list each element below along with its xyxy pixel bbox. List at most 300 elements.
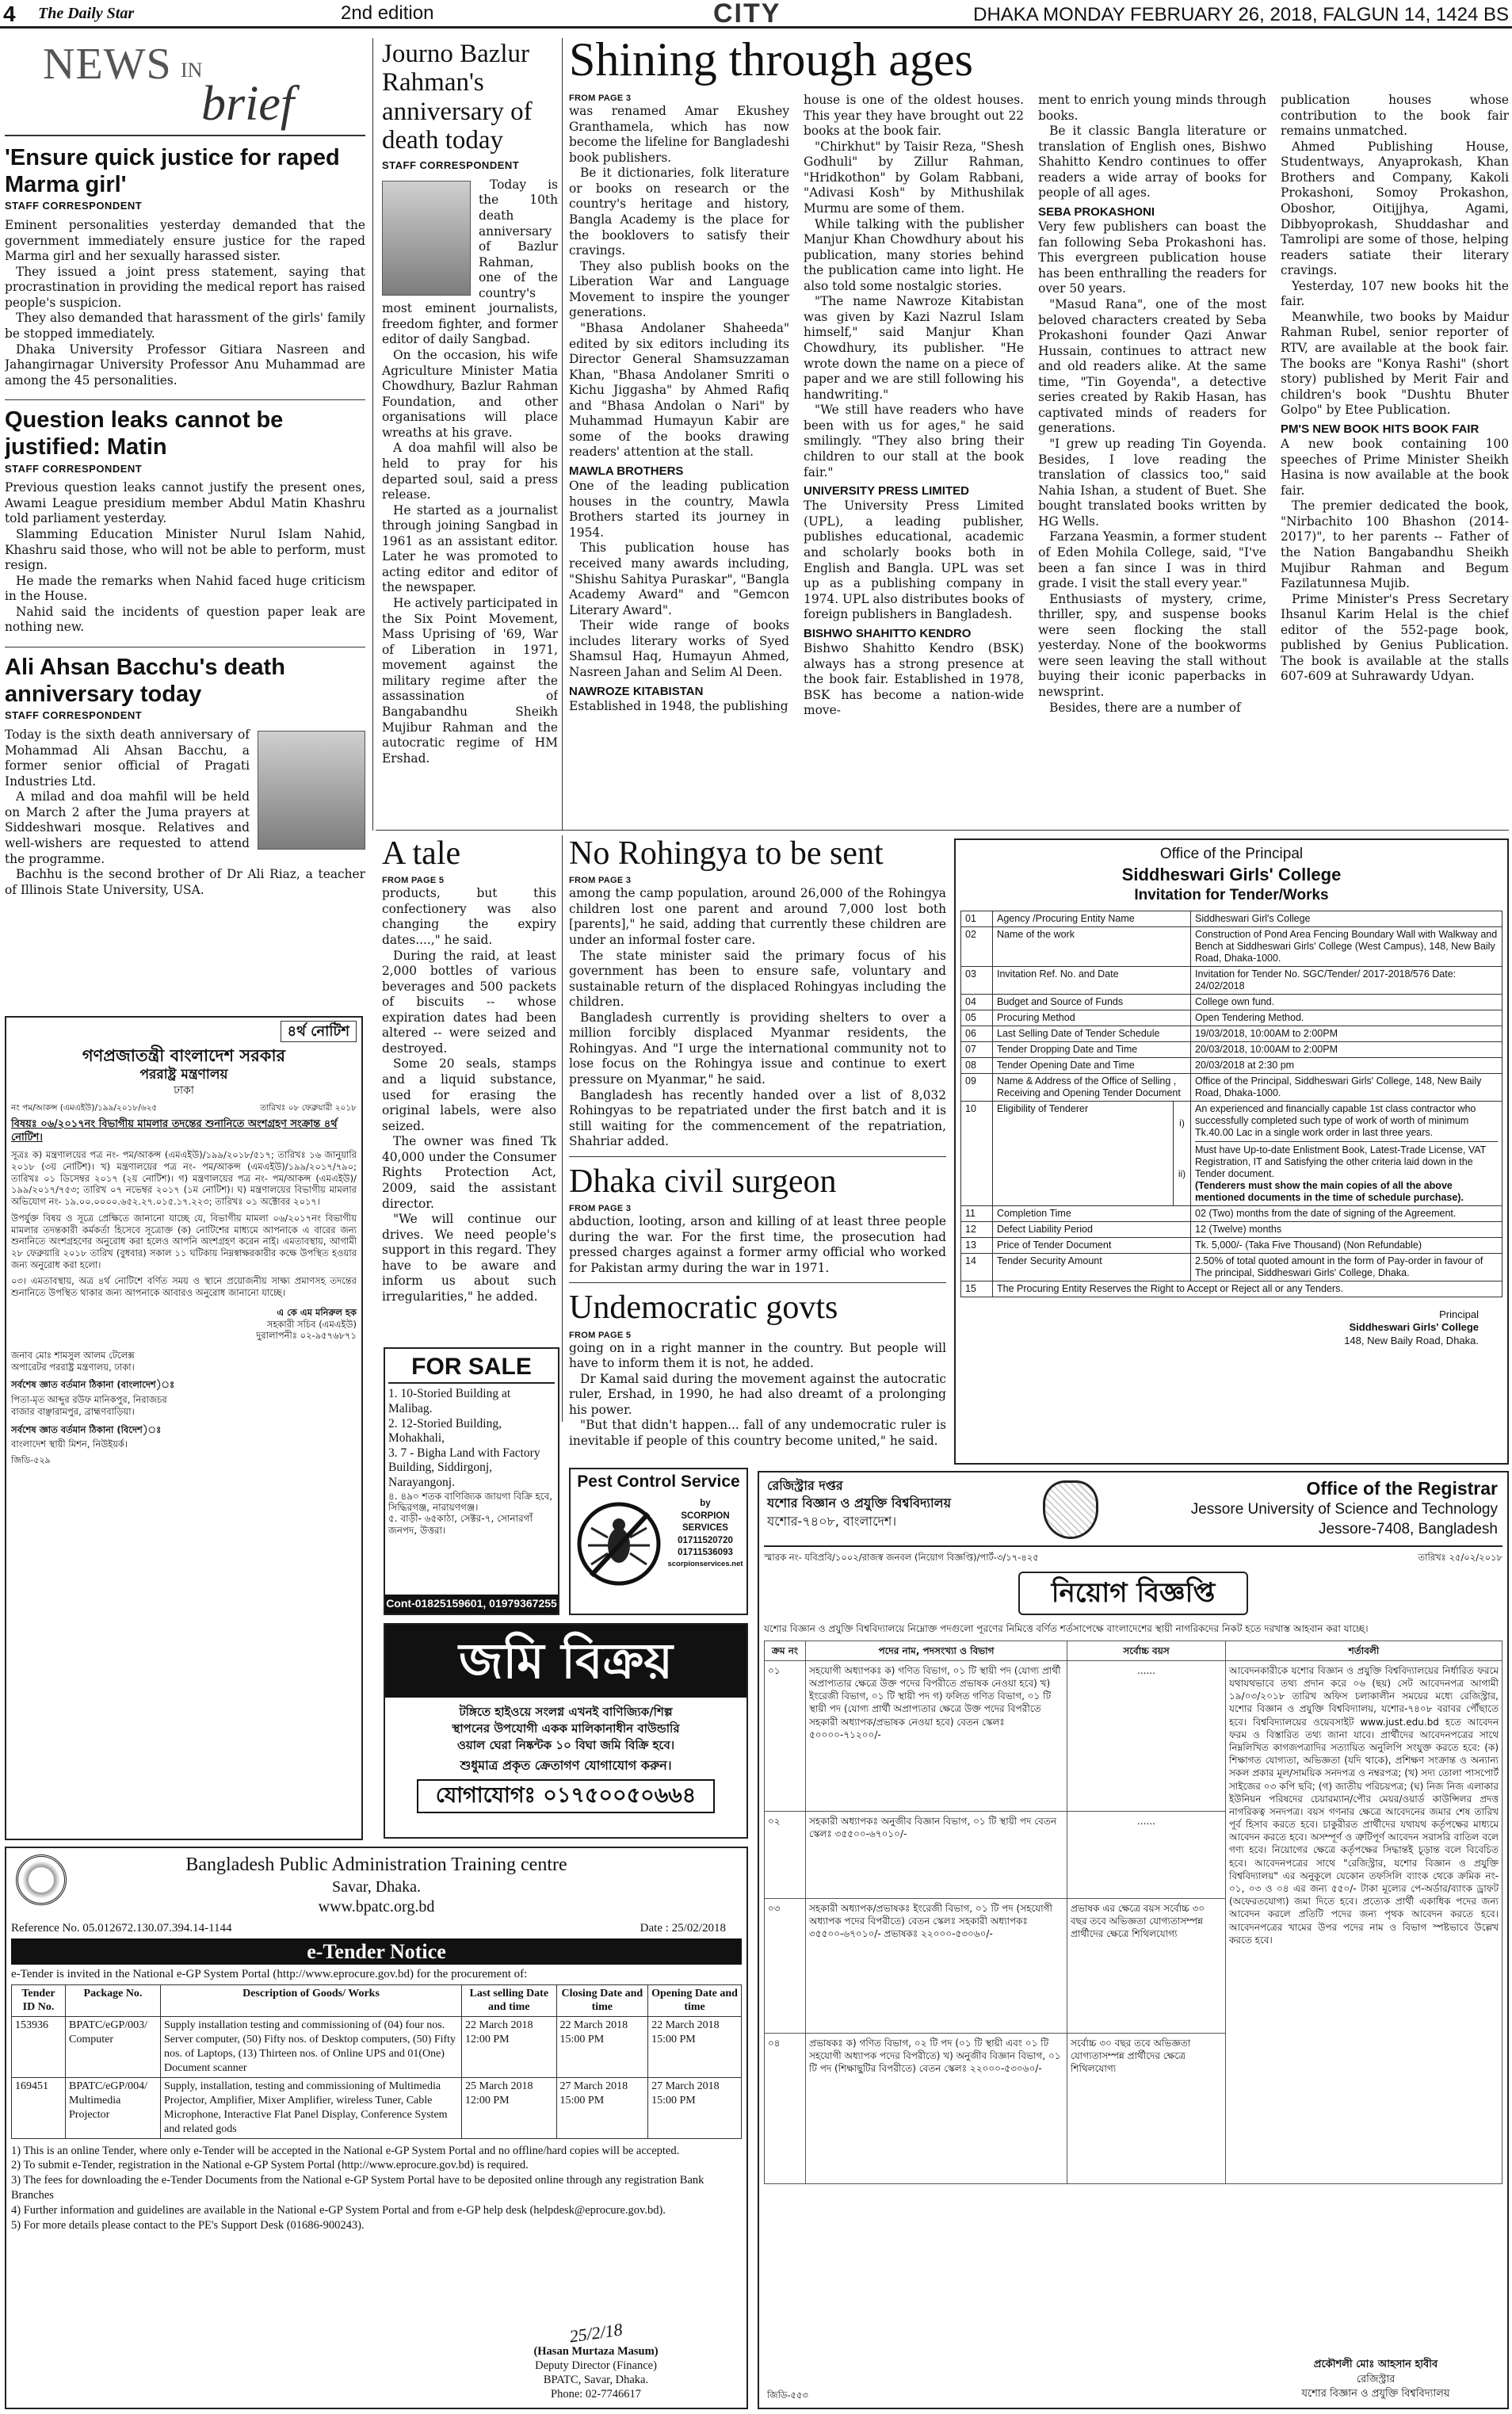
paragraph: A new book containing 100 speeches of Prime Minister Sheikh Hasina is now available at the book fair. <box>1281 437 1509 498</box>
paragraph: A doa mahfil will also be held to pray for his departed soul, said a press release. <box>382 441 558 502</box>
column-header: Opening Date and time <box>648 1984 742 2017</box>
table-row <box>961 1281 1502 1297</box>
table-row <box>961 1101 1502 1205</box>
paragraph: He made the remarks when Nahid faced huge criticism in the House. <box>5 573 365 604</box>
column-header: শর্তাবলী <box>1226 1641 1502 1660</box>
paragraph: The owner was fined Tk 40,000 under the Consumer Rights Protection Act, 2009, said the assistant director. <box>382 1134 556 1211</box>
tender-office: Office of the Principal <box>1159 846 1304 862</box>
paragraph: They also demanded that harassment of the girls' family be stopped immediately. <box>5 311 365 341</box>
kicker: FROM PAGE 3 <box>569 94 632 103</box>
signatory-org: Siddheswari Girls' College <box>1349 1321 1479 1334</box>
table-cell: 11 <box>961 1205 993 1221</box>
story-column <box>1281 93 1509 719</box>
table-cell: Siddheswari Girl's College <box>1191 911 1502 926</box>
table-cell: 169451 <box>12 2077 66 2138</box>
paragraph: Prime Minister's Press Secretary Ihsanul Karim Helal is the chief editor of the 552-page book, published by Genius Publication. The book is available at the stalls 607-609 at Suhrawardy Udyan. <box>1281 591 1509 684</box>
table-cell: 10 <box>961 1101 993 1205</box>
table-row <box>961 1010 1502 1026</box>
paragraph: Slamming Education Minister Nurul Islam Nahid, Khashru said those, who will not be able to perform, must resign. <box>5 527 365 573</box>
ad-line: শুধুমাত্র প্রকৃত ক্রেতাগণ যোগাযোগ করুন। <box>460 1758 672 1773</box>
table-cell: Completion Time <box>993 1205 1191 1221</box>
recruitment-title: নিয়োগ বিজ্ঞপ্তি <box>1018 1572 1249 1616</box>
tender-title: Invitation for Tender/Works <box>1134 887 1329 904</box>
paragraph: Their wide range of books includes literary works of Syed Shamsul Haq, Humayun Ahmed, Nasreen Jahan and Selim Al Deen. <box>569 618 790 679</box>
table-cell: Agency /Procuring Entity Name <box>993 911 1191 926</box>
table-cell: সহযোগী অধ্যাপকঃ ক) গণিত বিভাগ, ০১ টি স্থায়ী পদ (যোগ্য প্রার্থী অপ্রাপ্যতার ক্ষেত্রে উক্ত পদের বিপরীতে প্রভাষক নেওয়া হবে) খ) ইংরেজী বিভাগ, ০১ টি স্থায়ী পদ গ) ফলিত গণিত বিভাগ, ০১ টি স্থায়ী পদ (যোগ্য প্রার্থী অপ্রাপ্যতার ক্ষেত্রে উক্ত পদের বিপরীতে সহকারী অধ্যাপক/প্রভাষক নেওয়া হবে) বেতন স্কেলঃ ৫০০০০-৭১২০০/- <box>806 1660 1067 1811</box>
table-cell: 22 March 2018 15:00 PM <box>648 2017 742 2078</box>
table-cell: Budget and Source of Funds <box>993 994 1191 1010</box>
table-row <box>765 1660 1502 1811</box>
table-cell: 19/03/2018, 10:00AM to 2:00PM <box>1191 1026 1502 1041</box>
notice-ministry: পররাষ্ট্র মন্ত্রণালয় <box>139 1066 228 1083</box>
brief-mast-news: NEWS <box>43 40 172 89</box>
paragraph: "Masud Rana", one of the most beloved characters created by Seba Prokashoni founder Qazi Anwar Hussain, continues to attract new and old readers alike. At the same time, "Tin Goyenda", a detective series created by Rakib Hasan, has captivated minds of readers for generations. <box>1038 296 1267 436</box>
table-cell <box>1191 1101 1502 1205</box>
reference-number: Reference No. 05.012672.130.07.394.14-1144 <box>11 1921 232 1935</box>
table-cell: 08 <box>961 1057 993 1073</box>
portrait-photo <box>258 731 365 850</box>
paragraph: Dr Kamal said during the movement against the autocratic ruler, Ershad, in 1990, he had also dreamt of a prolonging his power. <box>569 1371 946 1417</box>
section-rule <box>376 830 1509 831</box>
table-header <box>12 1984 742 2017</box>
tender-notice-siddheswari <box>954 838 1509 1465</box>
signatory-title: Principal <box>1439 1308 1479 1320</box>
list-item: 1. 10-Storied Building at Malibag. <box>388 1387 511 1415</box>
paragraph: going on in a right manner in the country. But people will have to inform them it is not, he added. <box>569 1340 946 1371</box>
subhead: SEBA PROKASHONI <box>1038 204 1155 219</box>
tale-story <box>382 835 556 1343</box>
brief-mast-brief: brief <box>201 77 295 131</box>
table-cell: 04 <box>961 994 993 1010</box>
table-cell: সর্বোচ্চ ৩০ বছর তবে অভিজ্ঞতা যোগ্যতাসম্পন্ন প্রার্থীদের ক্ষেত্রে শিথিলযোগ্য <box>1067 2033 1226 2183</box>
ad-title: Pest Control Service <box>577 1472 740 1491</box>
paragraph: house is one of the oldest houses. This year they have brought out 22 books at the book fair. <box>804 93 1025 139</box>
table-cell: 12 (Twelve) months <box>1191 1221 1502 1237</box>
paragraph: On the occasion, his wife Agriculture Minister Matia Chowdhury, Bazlur Rahman Foundation, and other organisations will place wreaths at his grave. <box>382 348 558 440</box>
signatory-org: BPATC, Savar, Dhaka. <box>543 2373 649 2386</box>
subhead: BISHWO SHAHITTO KENDRO <box>804 626 972 640</box>
ad-contact: Cont-01825159601, 01979367255 <box>385 1595 558 1614</box>
table-cell: Name & Address of the Office of Selling , Receiving and Opening Tender Document <box>993 1073 1191 1101</box>
ad-text: by <box>700 1499 711 1508</box>
paragraph: The premier dedicated the book, "Nirbachito 100 Bhashon (2014-2017)", to her parents -- Father of the Nation Bangabandhu Sheikh Mujibur Rahman and Begum Fazilatunnesa Mujib. <box>1281 498 1509 591</box>
paragraph: "Chirkhut" by Taisir Reza, "Shesh Godhuli" by Zillur Rahman, "Hridkothon" by Golam Rabbani, "Adivasi Kosh" by Mithushilak Murmu are some of them. <box>804 139 1025 216</box>
column-header: ক্রম নং <box>765 1641 806 1660</box>
phone-number: 01711536093 <box>678 1548 733 1558</box>
notice-date: Date : 25/02/2018 <box>640 1921 726 1935</box>
story-column <box>1038 93 1266 719</box>
note: 4) Further information and guidelines are available in the National e-GP System Portal and from e-GP help desk (helpdesk@eprocure.gov.bd). <box>11 2203 666 2217</box>
signatory-org: যশোর বিজ্ঞান ও প্রযুক্তি বিশ্ববিদ্যালয় <box>1301 2387 1450 2400</box>
table-row <box>12 2017 742 2078</box>
column-header: সর্বোচ্চ বয়স <box>1067 1641 1226 1660</box>
notice-references: সূত্রঃ ক) মন্ত্রণালয়ের পত্র নং- পম/আকন্স (এমএইউ)/১৯৯/২০১৮/৫১৭; তারিখঃ ১৬ জানুয়ারি ২০১৮ (৩য় নোটিশ)। খ) মন্ত্রণালয়ের পত্র নং- পম/আকন্স (এমএইউ)/১৯৯/২০১৭/৭৯০; তারিখঃ ০১ ডিসেম্বর ২০১৭ (২য় নোটিশ)। গ) মন্ত্রণালয়ের পত্র নং- পম/আকন্স (এমএইউ)/১৯৯/২০১৭/৭৫৩; তারিখ ০৭ নভেম্বর ২০১৭ (১ম নোটিশ)। ঘ) মন্ত্রণালয়ের বিভাগীয় মামলার অভিযোগ নং- ১৯.০০.০০০০.৬৫২.২৭.০১৫.১৭.২২৩; তারিখঃ ০১ অক্টোবর ২০১৭। <box>11 1149 357 1208</box>
paragraph: Enthusiasts of mystery, crime, thriller, spy, and suspense books were seen flocking the stall yesterday. None of the bookworms were seen leaving the stall without buying their iconic paperbacks in newsprint. <box>1038 591 1267 699</box>
bpatc-logo <box>16 1854 67 1905</box>
paragraph: Bangladesh has recently handed over a list of 8,032 Rohingyas to be repatriated under the first batch and it is still waiting for the commencement of the repatriation, Shahriar added. <box>569 1087 946 1149</box>
table-cell: BPATC/eGP/003/ Computer <box>66 2017 161 2078</box>
brief-masthead <box>5 36 365 132</box>
paragraph: Eminent personalities yesterday demanded that the government immediately ensure justice for the raped Marma girl and her sexually harassed sister. <box>5 218 365 264</box>
page-number: 4 <box>3 2 16 26</box>
notice-body: উপর্যুক্ত বিষয় ও সূত্রে প্রেক্ষিতে জানানো যাচ্ছে যে, বিভাগীয় মামলা ০৬/২০১৭নং বিভাগীয় মামলার তদন্তকারী কর্মকর্তা হিসেবে সূত্রোক্ত (ক) নোটিশের মাধ্যমে আপনাকে এ বারের জন্য শুনানিতে অংশগ্রহণের অনুরোধ করা হলেও আপনি অংশগ্রহণ করেন নাই। এমতাবস্থায়, আগামী ২৮ ফেব্রুয়ারি ২০১৮ তারিখ (বুধবার) সকাল ১১ ঘটিকায় নিম্নস্বাক্ষরকারীর কক্ষে উপস্থিত হওয়ার জন্য অনুরোধ করা হলো। <box>11 1212 357 1270</box>
brief-rule <box>5 135 365 136</box>
story-headline: Dhaka civil surgeon <box>569 1163 837 1200</box>
org-name: Bangladesh Public Administration Training centre <box>185 1854 567 1875</box>
table-cell: ...... <box>1067 1660 1226 1811</box>
table-header <box>765 1641 1502 1660</box>
paragraph: "We will continue our drives. We need people's support in this regard. They have to be aware and inform us about such irregularities," he added. <box>382 1212 556 1304</box>
paragraph: He actively participated in the Six Point Movement, Mass Uprising of '69, War of Liberation in 1971, movement against the military regime after the assassination of Bangabandhu Sheikh Mujibur Rahman and the autocratic regime of HM Ershad. <box>382 596 558 766</box>
table-row <box>961 994 1502 1010</box>
ad-line: স্থাপনের উপযোগী একক মালিকানাধীন বাউন্ডারি <box>452 1721 680 1736</box>
subhead: MAWLA BROTHERS <box>569 464 684 479</box>
table-cell: 20/03/2018, 10:00AM to 2:00PM <box>1191 1041 1502 1057</box>
bpatc-etender <box>5 1847 748 2409</box>
paragraph: The University Press Limited (UPL), a leading publisher, publishes educational, academic and scholarly books both in English and Bangla. UPL was set up as a publishing company in 1974. UPL also distributes books of foreign publishers in Bangladesh. <box>804 498 1025 622</box>
table-cell: সহকারী অধ্যাপকঃ অনুজীব বিজ্ঞান বিভাগ, ০১ টি স্থায়ী পদ বেতন স্কেলঃ ৩৫৫০০-৬৭০১০/- <box>806 1811 1067 1898</box>
paragraph: While talking with the publisher Manjur Khan Chowdhury about his publication, many stories behind the publication came into light. He also told some nostalgic stories. <box>804 216 1025 293</box>
address-bangladesh: পিতা-মৃত আব্দুর রউফ মানিকপুর, নিরাজচর বাজার বাঞ্ছারামপুর, ব্রাহ্মণবাড়িয়া। <box>11 1394 167 1417</box>
edition-label: 2nd edition <box>341 2 434 24</box>
city-en: Jessore-7408, Bangladesh <box>1318 1520 1498 1537</box>
university-bn: যশোর বিজ্ঞান ও প্রযুক্তি বিশ্ববিদ্যালয় <box>767 1495 952 1511</box>
table-row <box>961 1041 1502 1057</box>
story-headline: Undemocratic govts <box>569 1289 838 1327</box>
story-headline: Journo Bazlur Rahman's anniversary of death today <box>382 40 533 155</box>
table-cell: Tender Dropping Date and Time <box>993 1041 1191 1057</box>
eligibility-i: An experienced and financially capable 1st class contractor who successfully completed such type of work of worth of minimum Tk.40.00 Lac in a single work order in last three years. <box>1195 1102 1476 1138</box>
list-item: 2. 12-Storied Building, Mohakhali, <box>388 1416 502 1446</box>
phone-number: 01711520720 <box>678 1535 733 1545</box>
paragraph: A milad and doa mahfil will be held on March 2 after the Juma prayers at Siddeshwari mosque. Relatives and well-wishers are requested to attend the programme. <box>5 789 250 866</box>
paragraph: products, but this confectionery was also changing the expiry dates....," he said. <box>382 886 556 947</box>
eligibility-ii: Must have Up-to-date Enlistment Book, Latest-Trade License, VAT Registration, IT and Satisfying the other criteria laid down in the Tender document. <box>1195 1141 1498 1180</box>
byline: STAFF CORRESPONDENT <box>5 709 143 722</box>
paragraph: The state minister said the primary focus of his government has been to ensure safe, voluntary and sustainable return of the displaced Rohingyas including the children. <box>569 948 946 1010</box>
table-cell: Invitation for Tender No. SGC/Tender/ 2017-2018/576 Date: 24/02/2018 <box>1191 966 1502 994</box>
table-cell: ০৪ <box>765 2033 806 2183</box>
ad-code: জিডি-৫৫৩ <box>767 2389 808 2401</box>
kicker: FROM PAGE 5 <box>382 876 445 886</box>
signatory-address: 148, New Baily Road, Dhaka. <box>1344 1335 1479 1347</box>
paragraph: Previous question leaks cannot justify the present ones, Awami League presidium member Abdul Matin Khashru told parliament yesterday. <box>5 480 365 526</box>
table-cell: ...... <box>1067 1811 1226 1898</box>
paragraph: "We still have readers who have been with us for ages," he said smilingly. "They also bring their children to our stall at the book fair." <box>804 403 1025 479</box>
signature: 25/2/18 <box>567 2319 624 2347</box>
address-abroad: বাংলাদেশ স্থায়ী মিশন, নিউইয়র্ক। <box>11 1438 128 1450</box>
company-name: SERVICES <box>682 1523 728 1534</box>
column-header: Tender ID No. <box>12 1984 66 2017</box>
news-in-brief <box>5 36 365 1011</box>
list-item: ৫. বাড়ী- ৬৫কাঠা, সেক্টর-৭, সোনারগাঁ জনপদ, উত্তরা। <box>388 1513 533 1536</box>
company-name: SCORPION <box>681 1511 730 1521</box>
signatory-phone: দুরালাপনীঃ ০২-৯৫৭৬৮৭১ <box>256 1330 357 1342</box>
table-row <box>961 1073 1502 1101</box>
paragraph: He started as a journalist through joining Sangbad in 1961 as an assistant editor. Later he was promoted to acting editor and editor of the newspaper. <box>382 502 558 595</box>
etender-table <box>11 1984 742 2139</box>
table-cell: 06 <box>961 1026 993 1041</box>
eligibility-note: (Tenderers must show the main copies of all the above mentioned documents in the time of schedule purchase). <box>1195 1179 1464 1203</box>
etender-intro: e-Tender is invited in the National e-GP System Portal (http://www.eprocure.gov.bd) for the procurement of: <box>11 1968 528 1981</box>
org-city: Savar, Dhaka. <box>332 1877 421 1896</box>
university-en: Jessore University of Science and Technology <box>1190 1501 1498 1518</box>
table-cell: Office of the Principal, Siddheswari Girls' College, 148, New Baily Road, Dhaka-1000. <box>1191 1073 1502 1101</box>
kicker: FROM PAGE 3 <box>569 876 632 886</box>
table-row <box>961 911 1502 926</box>
table-cell: 02 (Two) months from the date of signing of the Agreement. <box>1191 1205 1502 1221</box>
paragraph: Bangladesh currently is providing shelters to over a million forcibly displaced Myanmar residents, the Rohingyas. And "I urge the international community not to lose focus on the Rohingya issue and continue to exert pressure on Myanmar," he said. <box>569 1010 946 1087</box>
address-heading: সর্বশেষ জ্ঞাত বর্তমান ঠিকানা (বিদেশ)ঃ <box>11 1423 162 1435</box>
city-bn: যশোর-৭৪০৮, বাংলাদেশ। <box>767 1513 897 1529</box>
brief-headline: Ali Ahsan Bacchu's death anniversary today <box>5 654 285 708</box>
shining-story <box>569 35 1509 827</box>
page-header <box>0 0 1512 29</box>
paragraph: This publication house has received many awards including, "Shishu Sahitya Puraskar", "Bangla Academy Award" and "Gemcon Literary Award". <box>569 540 790 617</box>
paragraph: Be it dictionaries, folk literature or books on research or the country's heritage and history, Bangla Academy is the place for the booklovers to satisfy their cravings. <box>569 166 790 258</box>
column-rule <box>372 38 373 831</box>
table-cell: 03 <box>961 966 993 994</box>
notice-gov: গণপ্রজাতন্ত্রী বাংলাদেশ সরকার <box>82 1046 286 1066</box>
story-headline: No Rohingya to be sent <box>569 835 884 872</box>
table-row <box>961 1057 1502 1073</box>
paragraph: was renamed Amar Ekushey Granthamela, which has now become the lifeline for Bangladeshi book publishers. <box>569 104 790 165</box>
table-cell: Tk. 5,000/- (Taka Five Thousand) (Non Refundable) <box>1191 1237 1502 1253</box>
table-row <box>961 1253 1502 1281</box>
paragraph: Some 20 seals, stamps and a liquid substance, used for erasing the original labels, were also seized. <box>382 1056 556 1133</box>
notice-label: ৪র্থ নোটিশ <box>281 1021 357 1042</box>
brief-item <box>5 654 365 898</box>
table-cell: 05 <box>961 1010 993 1026</box>
dateline: DHAKA MONDAY FEBRUARY 26, 2018, FALGUN 14, 1424 BS <box>973 4 1509 25</box>
column-header: পদের নাম, পদসংখ্যা ও বিভাগ <box>806 1641 1067 1660</box>
kicker: FROM PAGE 3 <box>569 1204 632 1214</box>
table-cell: 22 March 2018 12:00 PM <box>462 2017 557 2078</box>
byline: STAFF CORRESPONDENT <box>5 462 143 475</box>
table-cell: 12 <box>961 1221 993 1237</box>
recruitment-intro: যশোর বিজ্ঞান ও প্রযুক্তি বিশ্ববিদ্যালয়ে নিম্নোক্ত পদগুলো পূরণের নিমিত্তে বর্ণিত শর্তসাপেক্ষে বাংলাদেশের স্থায়ী নাগরিকদের নিকট হতে দরখাস্ত আহবান করা যাচ্ছে। <box>764 1623 1369 1635</box>
table-cell: BPATC/eGP/004/ Multimedia Projector <box>66 2077 161 2138</box>
subhead: NAWROZE KITABISTAN <box>569 684 704 698</box>
column-header: Closing Date and time <box>556 1984 648 2017</box>
byline: STAFF CORRESPONDENT <box>5 200 143 212</box>
notice-date: তারিখঃ ০৮ ফেব্রুয়ারী ২০১৮ <box>260 1102 357 1113</box>
story-column <box>804 93 1024 719</box>
brief-mast-in: IN <box>181 59 203 82</box>
table-cell: 07 <box>961 1041 993 1057</box>
table-row <box>12 2077 742 2138</box>
land-sale-ad <box>384 1623 748 1839</box>
note: 5) For more details please contact to the PE's Support Desk (01686-900243). <box>11 2218 365 2232</box>
signatory-designation: সহকারী সচিব (এমএইউ) <box>266 1318 357 1330</box>
table-cell: ০১ <box>765 1660 806 1811</box>
office-en: Office of the Registrar <box>1306 1478 1498 1499</box>
portrait-photo <box>382 181 471 296</box>
paragraph: Meanwhile, two books by Maidur Rahman Rubel, senior reporter of RTV, are available at the book fair. The books are "Konya Rashi" (short story) published by Merit Fair and children's book "Dushtu Bhuter Golpo" by Etee Publication. <box>1281 309 1509 418</box>
ad-line: টঙ্গিতে হাইওয়ে সংলগ্ন এখনই বাণিজ্যিক/শিল্প <box>459 1705 673 1719</box>
table-cell: 14 <box>961 1253 993 1281</box>
paragraph: "But that didn't happen... fall of any undemocratic ruler is inevitable if people of this country become united," he said. <box>569 1418 946 1448</box>
ad-phone: যোগাযোগঃ ০১৭৫০০৫০৬৬৪ <box>417 1779 715 1813</box>
story-column <box>569 93 789 719</box>
paragraph: They issued a joint press statement, saying that procrastination in providing the medical report has raised people's suspicion. <box>5 264 365 310</box>
etender-title: e-Tender Notice <box>11 1938 742 1965</box>
recruitment-table <box>764 1641 1502 2184</box>
ad-code: জিডি-৫২৯ <box>11 1455 51 1466</box>
signatory-designation: রেজিস্ট্রার <box>1356 2373 1396 2385</box>
pest-control-ad <box>569 1468 748 1615</box>
just-recruitment <box>758 1471 1509 2409</box>
column-rule <box>562 38 563 831</box>
table-cell: Last Selling Date of Tender Schedule <box>993 1026 1191 1041</box>
brief-headline: Question leaks cannot be justified: Matin <box>5 407 284 460</box>
tender-table <box>960 911 1502 1297</box>
paragraph: One of the leading publication houses in the country, Mawla Brothers started its journey in 1954. <box>569 479 790 540</box>
paragraph: publication houses whose contribution to the book fair remains unmatched. <box>1281 93 1509 139</box>
kicker: FROM PAGE 5 <box>569 1330 632 1340</box>
table-row <box>961 926 1502 966</box>
terms-cell: আবেদনকারীকে যশোর বিজ্ঞান ও প্রযুক্তি বিশ্ববিদ্যালয়ের নির্ধারিত ফরমে যথাযথভাবে তথ্য প্রদান করে ০৬ (ছয়) সেট আবেদনপত্র আগামী ১৯/০৩/২০১৮ তারিখ অফিস চলাকালীন সময়ের মধ্যে রেজিস্ট্রার, যশোর বিজ্ঞান ও প্রযুক্তি বিশ্ববিদ্যালয়, যশোর-৭৪০৮ বরাবর পৌঁছাতে হবে। বিশ্ববিদ্যালয়ের ওয়েবসাইট www.just.edu.bd হতে আবেদন ফরম ও বিস্তারিত তথ্য জানা যাবে। প্রার্থীদের আবেদনপত্রের সাথে নিম্নলিখিত কাগজপত্রাদির সত্যায়িত অনুলিপি সংযুক্ত করতে হবে: (ক) শিক্ষাগত যোগ্যতা, অভিজ্ঞতা (যদি থাকে), প্রশিক্ষণ সংক্রান্ত ও অন্যান্য সকল প্রকার মূল/সাময়িক সনদপত্র ও নম্বরপত্র; (খ) সদ্য তোলা পাসপোর্ট সাইজের ০৩ কপি ছবি; (গ) জাতীয় পরিচয়পত্র; (ঘ) নিজ নিজ এলাকার ইউনিয়ন পরিষদের চেয়ারম্যান/পৌর মেয়র/ওয়ার্ড কাউন্সিলর প্রদত্ত নাগরিকত্ব সনদপত্র। বয়স গণনার ক্ষেত্রে আবেদনের জমার শেষ তারিখ পূর্ব হিসাব করতে হবে। চাকুরীরত প্রার্থীদের যথাযথ কর্তৃপক্ষের মাধ্যমে আবেদন করতে হবে। অসম্পূর্ণ ও ত্রুটিপূর্ণ আবেদন সরাসরি বাতিল বলে গণ্য হবে। নিয়োগের ক্ষেত্রে কর্তৃপক্ষের সিদ্ধান্তই চূড়ান্ত বলে বিবেচিত হবে। আবেদনপত্রের সাথে "রেজিস্ট্রার, যশোর বিজ্ঞান ও প্রযুক্তি বিশ্ববিদ্যালয়" এর অনুকূলে যেকোন তফসিলি ব্যাংক থেকে ক্রমিক নং- ০১, ০৩ ও ০৪ এর জন্য ৫৫০/- টাকা মূল্যের পে-অর্ডার/ব্যাংক ড্রাফট (অফেরতযোগ্য) জমা দিতে হবে। প্রত্যেক প্রার্থী একাধিক পদের জন্য আবেদন করলে প্রতিটি পদের জন্য পৃথক আবেদন করতে হবে। আবেদনপত্রের খামের উপর পদের নাম ও বিভাগ স্পষ্টভাবে উল্লেখ করতে হবে। <box>1226 1660 1502 2183</box>
stories-column <box>569 835 946 1461</box>
eligibility-label: Eligibility of Tenderer <box>997 1102 1089 1114</box>
paragraph: Dhaka University Professor Gitiara Nasreen and Jahangirnagar University Professor Anu Muhammad are among the 45 personalities. <box>5 342 365 388</box>
story-headline: A tale <box>382 835 461 872</box>
website: scorpionservices.net <box>667 1559 743 1568</box>
table-cell: Price of Tender Document <box>993 1237 1191 1253</box>
paragraph: ment to enrich young minds through books. <box>1038 93 1267 123</box>
notice-recipient: জনাব মোঃ শামসুল আলম টেলেক্স অপারেটর পররাষ্ট্র মন্ত্রণালয়, ঢাকা। <box>11 1350 135 1373</box>
journo-story <box>382 40 558 824</box>
table-cell: Construction of Pond Area Fencing Boundary Wall with Walkway and Bench at Siddheswari Girls' College (West Campus), 148, New Baily Road, Dhaka-1000. <box>1191 926 1502 966</box>
signatory-name: (Hasan Murtaza Masum) <box>533 2344 659 2358</box>
section-name: CITY <box>713 0 781 29</box>
table-cell: Supply installation testing and commissioning of (04) four nos. Server computer, (50) Fifty nos. of Desktop computers, (50) Fifty nos. of Laptops, (13) Thirteen nos. of Online UPS and 01(One) Document scanner <box>161 2017 462 2078</box>
paragraph: Bishwo Shahitto Kendro (BSK) always has a strong presence at the book fair. Established in 1978, BSK has become a nation-wide move- <box>804 640 1025 718</box>
table-row <box>961 1237 1502 1253</box>
table-cell: Procuring Method <box>993 1010 1191 1026</box>
paragraph: Established in 1948, the publishing <box>569 698 788 713</box>
paragraph: Yesterday, 107 new books hit the fair. <box>1281 278 1509 309</box>
ad-title: FOR SALE <box>388 1352 555 1384</box>
bug-icon <box>575 1496 662 1591</box>
story-headline: Shining through ages <box>569 35 973 86</box>
signatory-name: এ কে এম মনিরুল হক <box>277 1306 357 1318</box>
column-header: Package No. <box>66 1984 161 2017</box>
table-cell: 15 <box>961 1281 993 1297</box>
subhead: PM'S NEW BOOK HITS BOOK FAIR <box>1281 422 1480 436</box>
table-cell: Supply, installation, testing and commissioning of Multimedia Projector, Amplifier, Mixer Amplifier, wireless Tuner, Cable Microphone, Interactive Flat Panel Display, Conference System and related gods <box>161 2077 462 2138</box>
org-website: www.bpatc.org.bd <box>318 1898 435 1916</box>
table-row <box>961 1026 1502 1041</box>
paragraph: Bachhu is the second brother of Dr Ali Riaz, a teacher of Illinois State University, USA. <box>5 867 365 897</box>
paragraph: "The name Nawroze Kitabistan was given by Kazi Nazrul Islam himself," said Manjur Khan Chowdhury, its publisher. "He wrote down the name on a piece of paper and we are still following his handwriting." <box>804 294 1025 402</box>
ad-title: জমি বিক্রয় <box>385 1625 746 1698</box>
paragraph: abduction, looting, arson and killing of at least three people during the war. For the first time, the prosecution had pressed charges against a former army official who worked for Pakistan army during the war in 1971. <box>569 1214 946 1275</box>
table-row <box>961 1205 1502 1221</box>
paragraph: Besides, there are a number of <box>1049 700 1241 715</box>
column-header: Description of Goods/ Works <box>161 1984 462 2017</box>
note: 2) To submit e-Tender, registration in the National e-GP System Portal (http://www.eprocure.gov.bd) is required. <box>11 2159 529 2172</box>
signatory-phone: Phone: 02-7746617 <box>551 2387 641 2401</box>
table-cell: প্রভাষকঃ ক) গণিত বিভাগ, ০২ টি পদ (০১ টি স্থায়ী এবং ০১ টি সহযোগী অধ্যাপক পদের বিপরীতে) খ) অনুজীব বিজ্ঞান বিভাগ, ০১ টি পদ (শিক্ষাছুটির বিপরীতে) বেতন স্কেলঃ ২২০০০-৫৩০৬০/- <box>806 2033 1067 2183</box>
list-item: 3. 7 - Bigha Land with Factory Building, Siddirgonj, Narayangonj. <box>388 1446 540 1489</box>
for-sale-ad <box>384 1347 559 1615</box>
signatory-name: প্রকৌশলী মোঃ আহসান হাবীব <box>1313 2359 1438 2371</box>
table-cell: 27 March 2018 15:00 PM <box>556 2077 648 2138</box>
paragraph: Today is the 10th death anniversary of Bazlur Rahman, one of the country's most eminent journalists, freedom fighter, and former editor of daily Sangbad. <box>382 177 558 347</box>
masthead-logo: The Daily Star <box>38 5 135 22</box>
table-cell: 153936 <box>12 2017 66 2078</box>
brief-item <box>5 144 365 388</box>
table-cell: Invitation Ref. No. and Date <box>993 966 1191 994</box>
table-cell: Eligibility of Tenderer i) ii) <box>993 1101 1191 1205</box>
table-cell: 27 March 2018 15:00 PM <box>648 2077 742 2138</box>
table-cell: College own fund. <box>1191 994 1502 1010</box>
brief-item <box>5 407 365 636</box>
paragraph: "Bhasa Andolaner Shaheeda" edited by six editors including its Director General Shamsuzzaman Khan, "Bhasa Andolaner Smriti o Kichu Jiggasha" by Ahmed Rafiq and "Bhasa Andolan o Nari" by Muhammad Humayun Kabir are some of the books drawing readers' attention at the stall. <box>569 320 790 460</box>
paragraph: Ahmed Publishing House, Studentways, Anyaprokash, Khan Brothers and Company, Kakoli Prokashoni, Somoy Prokashon, Oboshor, Oitijjhya, Agami, Dibbyoprokash, Shuddashar and Tamrolipi are some of those, helping readers satiate their literary cravings. <box>1281 139 1509 278</box>
brief-headline: 'Ensure quick justice for raped Marma girl' <box>5 145 340 198</box>
column-header: Last selling Date and time <box>462 1984 557 2017</box>
table-cell: The Procuring Entity Reserves the Right to Accept or Reject all or any Tenders. <box>993 1281 1502 1297</box>
table-cell: প্রভাষক এর ক্ষেত্রে বয়স সর্বোচ্চ ৩০ বছর তবে অভিজ্ঞতা যোগ্যতাসম্পন্ন প্রার্থীদের ক্ষেত্রে শিথিলযোগ্য <box>1067 1898 1226 2033</box>
table-cell: 2.50% of total quoted amount in the form of Pay-order in favour of The principal, Siddheswari Girls' College, Dhaka. <box>1191 1253 1502 1281</box>
notice-body: ০৩। এমতাবস্থায়, অত্র ৪র্থ নোটিশে বর্ণিত সময় ও স্থানে প্রয়োজনীয় সাক্ষ্য প্রমাণসহ তদন্তের শুনানিতে উপস্থিত থাকার জন্য আপনাকে আবারও অনুরোধ জানানো যাচ্ছে। <box>11 1275 357 1299</box>
table-cell: 02 <box>961 926 993 966</box>
paragraph: Farzana Yeasmin, a former student of Eden Mohila College, said, "I've been a fan since I was in third grade. I visit the stall every year." <box>1038 529 1267 591</box>
paragraph: Nahid said the incidents of question paper leak are nothing new. <box>5 604 365 635</box>
ad-line: ওয়াল ঘেরা নিষ্কন্টক ১০ বিঘা জমি বিক্রি হবে। <box>456 1738 675 1752</box>
table-cell: Open Tendering Method. <box>1191 1010 1502 1026</box>
notice-subject: বিষয়ঃ ০৬/২০১৭নং বিভাগীয় মামলার তদন্তের শুনানিতে অংশগ্রহণ সংক্রান্ত ৪র্থ নোটিশ। <box>11 1118 338 1144</box>
university-logo <box>1043 1480 1098 1539</box>
memo-number: স্মারক নং- যবিপ্রবি/১০০২/রাজস্ব জনবল (নিয়োগ বিজ্ঞপ্তি)/পার্ট-৩/১৭-৪২৫ <box>764 1552 1039 1564</box>
address-heading: সর্বশেষ জ্ঞাত বর্তমান ঠিকানা (বাংলাদেশ)ঃ <box>11 1379 175 1391</box>
note: 3) The fees for downloading the e-Tender Documents from the National e-GP System Portal have to be deposited online through any registration Bank Branches <box>11 2174 704 2202</box>
paragraph: among the camp population, around 26,000 of the Rohingya children lost one parent and around 7,000 lost both [parents]," he said, adding that currently these children are under an informal foster care. <box>569 886 946 947</box>
table-cell: 09 <box>961 1073 993 1101</box>
notice-ref: নং পম/আকন্স (এমএইউ)/১৯৯/২০১৮/৬২৫ <box>11 1102 158 1113</box>
paragraph: During the raid, at least 2,000 bottles of various beverages and 500 packets of biscuits -- whose expiration dates had been altered -- were seized and destroyed. <box>382 948 556 1056</box>
paragraph: Today is the sixth death anniversary of Mohammad Ali Ahsan Bacchu, a former senior official of Pragati Industries Ltd. <box>5 728 250 789</box>
table-cell: Name of the work <box>993 926 1191 966</box>
table-row <box>961 1221 1502 1237</box>
column-rule <box>562 835 563 1422</box>
subhead: UNIVERSITY PRESS LIMITED <box>804 484 969 498</box>
table-cell: ০২ <box>765 1811 806 1898</box>
tender-college: Siddheswari Girls' College <box>1121 865 1342 885</box>
table-cell: ০৩ <box>765 1898 806 2033</box>
ministry-notice <box>5 1016 363 1840</box>
paragraph: They also publish books on the Liberation War and Language Movement to inspire the younger generations. <box>569 258 790 320</box>
paragraph: Very few publishers can boast the fan following Seba Prokashoni has. This evergreen publication house has been enthralling the readers for over 50 years. <box>1038 220 1267 296</box>
signatory-designation: Deputy Director (Finance) <box>535 2359 657 2372</box>
table-cell: সহকারী অধ্যাপক/প্রভাষকঃ ইংরেজী বিভাগ, ০১ টি পদ (সহযোগী অধ্যাপক পদের বিপরীতে) বেতন স্কেলঃ সহকারী অধ্যাপকঃ ৩৫৫০০-৬৭০১০/- প্রভাষকঃ ২২০০০-৫৩০৬০/- <box>806 1898 1067 2033</box>
table-cell: 22 March 2018 15:00 PM <box>556 2017 648 2078</box>
table-cell: Defect Liability Period <box>993 1221 1191 1237</box>
table-cell: 20/03/2018 at 2:30 pm <box>1191 1057 1502 1073</box>
byline: STAFF CORRESPONDENT <box>382 159 520 172</box>
list-item: ৪. ৪৯০ শতক বাণিজ্যিক জায়গা বিক্রি হবে, সিদ্ধিরগঞ্জ, নারায়ণগঞ্জ। <box>388 1490 553 1513</box>
paragraph: "I grew up reading Tin Goyenda. Besides, I love reading the translation of classics too," said Nahia Ishan, a student of Buet. She bought translated books written by HG Wells. <box>1038 437 1267 529</box>
paragraph: Be it classic Bangla literature or translation of English ones, Bishwo Shahitto Kendro continues to offer readers a wide array of books for people of all ages. <box>1038 124 1267 201</box>
office-bn: রেজিস্ট্রার দপ্তর <box>767 1478 843 1493</box>
table-cell: 25 March 2018 12:00 PM <box>462 2077 557 2138</box>
table-cell: 13 <box>961 1237 993 1253</box>
notice-city: ঢাকা <box>174 1083 194 1097</box>
note: 1) This is an online Tender, where only e-Tender will be accepted in the National e-GP System Portal and no offline/hard copies will be accepted. <box>11 2144 680 2157</box>
table-row <box>961 966 1502 994</box>
